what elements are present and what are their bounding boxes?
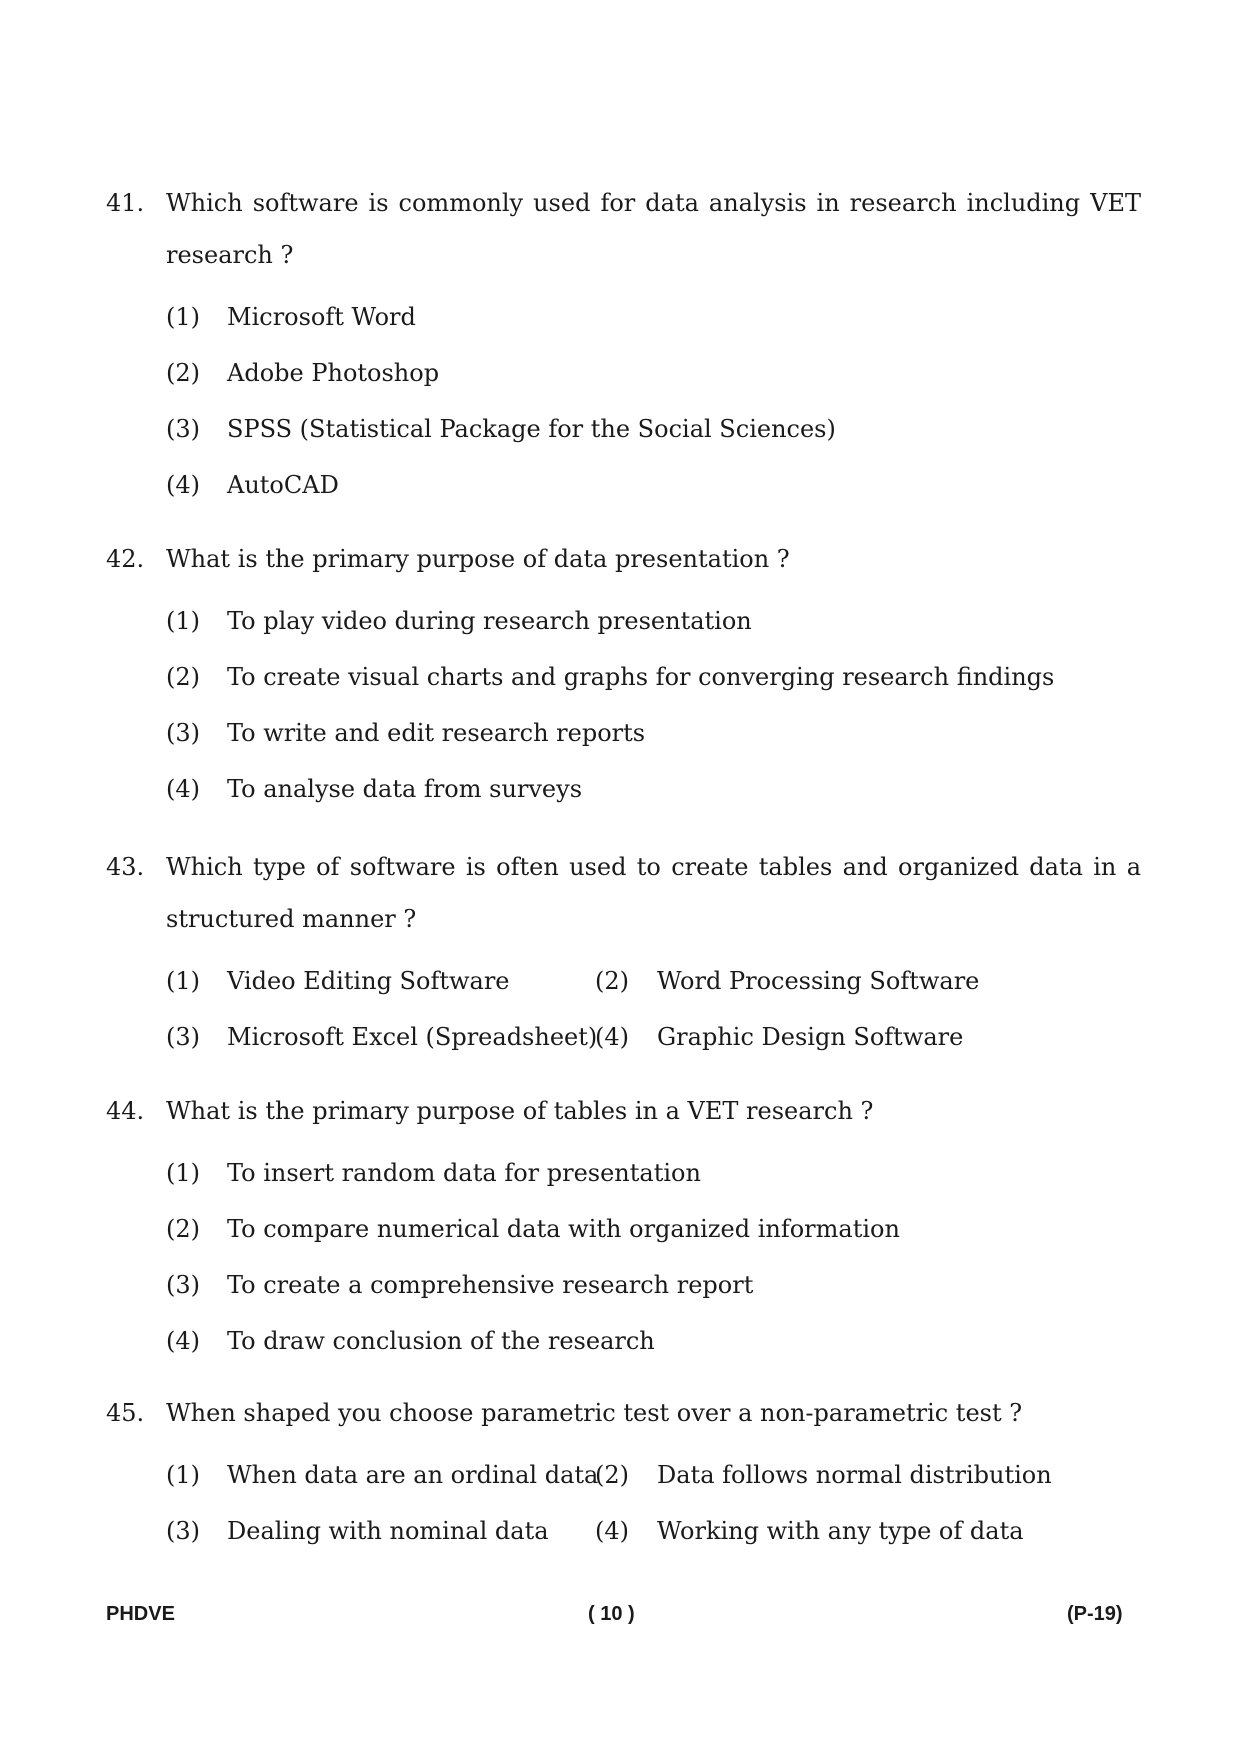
option-number: (1) [166,1159,200,1187]
option-number: (1) [166,607,200,635]
option-number: (1) [166,303,200,331]
option-number: (2) [166,359,200,387]
option-number: (1) [166,1461,200,1489]
question-text: What is the primary purpose of tables in a VET research ? [166,1097,874,1125]
option-text: Working with any type of data [657,1517,1024,1545]
option-number: (2) [595,1461,629,1489]
option-number: (4) [595,1023,629,1051]
question-text-continued: structured manner ? [166,905,417,933]
option-text: Word Processing Software [657,967,980,995]
question-number: 44. [106,1097,145,1125]
option-number: (2) [166,663,200,691]
option-number: (2) [166,1215,200,1243]
option-text: To insert random data for presentation [227,1159,701,1187]
option-text: When data are an ordinal data [227,1461,599,1489]
option-text: To play video during research presentation [227,607,752,635]
question-text: What is the primary purpose of data presentation ? [166,545,790,573]
question-number: 45. [106,1399,145,1427]
option-text: To write and edit research reports [227,719,646,747]
option-text: To create visual charts and graphs for converging research findings [227,663,1055,691]
option-text: To draw conclusion of the research [227,1327,655,1355]
option-text: Microsoft Excel (Spreadsheet) [227,1023,598,1051]
option-text: To create a comprehensive research report [227,1271,754,1299]
option-number: (3) [166,1271,200,1299]
question-text-continued: research ? [166,241,294,269]
option-number: (4) [595,1517,629,1545]
option-number: (2) [595,967,629,995]
option-number: (4) [166,775,200,803]
option-text: AutoCAD [227,471,339,499]
question-text: When shaped you choose parametric test over a non-parametric test ? [166,1399,1023,1427]
option-number: (3) [166,415,200,443]
option-text: Microsoft Word [227,303,416,331]
option-text: To compare numerical data with organized information [227,1215,900,1243]
option-number: (3) [166,1023,200,1051]
option-number: (3) [166,1517,200,1545]
option-number: (1) [166,967,200,995]
option-text: SPSS (Statistical Package for the Social Sciences) [227,415,836,443]
option-text: Data follows normal distribution [657,1461,1052,1489]
option-text: To analyse data from surveys [227,775,583,803]
question-text: Which software is commonly used for data analysis in research including VET [166,189,1141,217]
option-number: (3) [166,719,200,747]
footer-paper-code: PHDVE [106,1603,175,1625]
option-number: (4) [166,1327,200,1355]
question-text: Which type of software is often used to create tables and organized data in a [166,853,1141,881]
option-text: Adobe Photoshop [227,359,440,387]
question-number: 41. [106,189,145,217]
footer-booklet-code: (P-19) [1067,1603,1123,1625]
option-number: (4) [166,471,200,499]
question-number: 42. [106,545,145,573]
option-text: Dealing with nominal data [227,1517,549,1545]
footer-page-number: ( 10 ) [588,1603,635,1625]
option-text: Video Editing Software [227,967,510,995]
option-text: Graphic Design Software [657,1023,964,1051]
question-number: 43. [106,853,145,881]
